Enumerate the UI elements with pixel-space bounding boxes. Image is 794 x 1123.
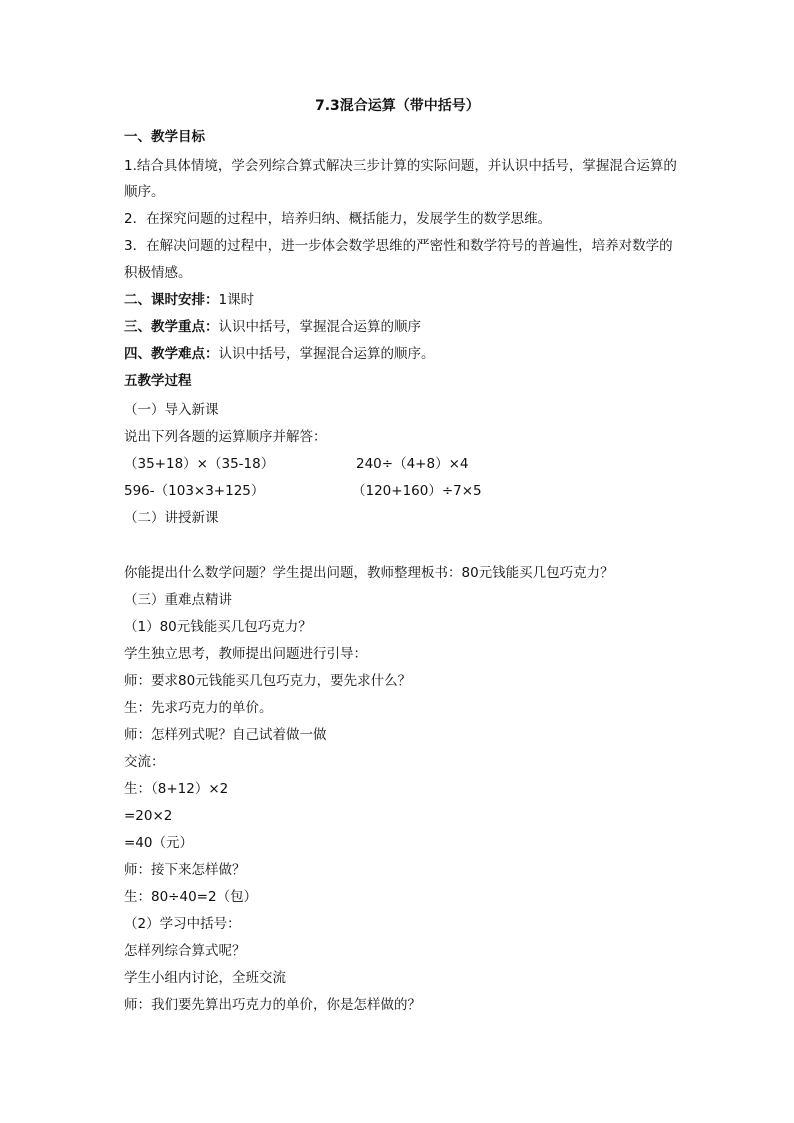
section-schedule (124, 291, 254, 309)
part-2-heading: （二）讲授新课 (124, 510, 219, 526)
section-schedule-label: 二、课时安排： (124, 292, 219, 308)
part-3-line-11: 生：80÷40=2（包） (124, 889, 258, 905)
part-3-line-3: 师：要求80元钱能买几包巧克力，要先求什么？ (124, 673, 412, 689)
section-schedule-value: 1课时 (218, 292, 255, 308)
part-3-line-7: 生：（8+12）×2 (124, 781, 229, 797)
section-key-points-value: 认识中括号，掌握混合运算的顺序 (218, 319, 421, 335)
section-difficulties (124, 345, 435, 363)
part-3-line-5: 师：怎样列式呢？自己试着做一做 (124, 727, 327, 743)
section-key-points (124, 318, 421, 336)
document-title: 7.3混合运算（带中括号） (315, 98, 480, 114)
part-3-line-10: 师：接下来怎样做？ (124, 862, 246, 878)
goal-1-line-2: 顺序。 (124, 184, 165, 200)
part-3-line-9: =40（元） (124, 835, 193, 851)
expression-2: 240÷（4+8）×4 (356, 456, 469, 472)
part-2-paragraph: 你能提出什么数学问题？学生提出问题，教师整理板书：80元钱能买几包巧克力？ (124, 565, 614, 581)
part-3-heading: （三）重难点精讲 (124, 592, 232, 608)
goal-1-line-1: 1.结合具体情境，学会列综合算式解决三步计算的实际问题，并认识中括号，掌握混合运算的 (124, 158, 677, 174)
part-3-line-8: =20×2 (124, 808, 173, 824)
part-3-line-12: （2）学习中括号： (124, 916, 241, 932)
part-3-line-13: 怎样列综合算式呢？ (124, 943, 246, 959)
expression-4: （120+160）÷7×5 (352, 483, 482, 499)
part-3-line-15: 师：我们要先算出巧克力的单价，你是怎样做的？ (124, 997, 421, 1013)
part-1-prompt: 说出下列各题的运算顺序并解答： (124, 429, 327, 445)
section-difficulties-value: 认识中括号，掌握混合运算的顺序。 (218, 346, 435, 362)
expression-3: 596-（103×3+125） (124, 483, 265, 499)
part-3-line-4: 生：先求巧克力的单价。 (124, 700, 273, 716)
part-3-line-6: 交流： (124, 754, 165, 770)
part-3-line-14: 学生小组内讨论，全班交流 (124, 970, 286, 986)
section-teaching-goals-heading: 一、教学目标 (124, 129, 205, 145)
part-1-heading: （一）导入新课 (124, 402, 219, 418)
part-3-line-2: 学生独立思考，教师提出问题进行引导： (124, 646, 367, 662)
goal-3-line-2: 积极情感。 (124, 265, 192, 281)
section-teaching-process-heading: 五教学过程 (124, 373, 192, 389)
section-key-points-label: 三、教学重点： (124, 319, 219, 335)
goal-3-line-1: 3．在解决问题的过程中，进一步体会数学思维的严密性和数学符号的普遍性，培养对数学的 (124, 238, 673, 254)
section-difficulties-label: 四、教学难点： (124, 346, 219, 362)
expression-1: （35+18）×（35-18） (124, 456, 275, 472)
part-3-line-1: （1）80元钱能买几包巧克力？ (124, 619, 312, 635)
goal-2: 2．在探究问题的过程中，培养归纳、概括能力，发展学生的数学思维。 (124, 211, 552, 227)
